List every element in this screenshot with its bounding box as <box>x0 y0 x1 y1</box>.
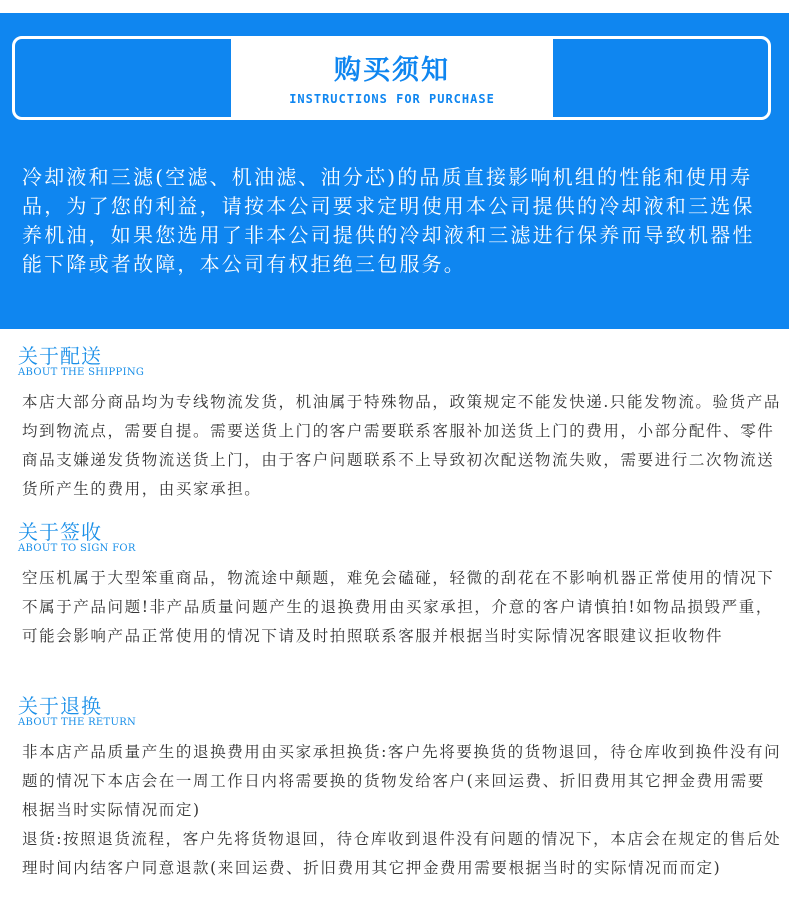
exchange-paragraph: 非本店产品质量产生的退换费用由买家承担换货:客户先将要换货的货物退回，待仓库收到换件没有问题的情况下本店会在一周工作日内将需要换的货物发给客户(来回运费、折旧费用其它押金费用需要根据当时实际情况而定) <box>22 743 782 819</box>
section-return <box>18 695 782 883</box>
section-subtitle: ABOUT TO SIGN FOR <box>18 543 136 554</box>
intro-notice: 冷却液和三滤(空滤、机油滤、油分芯)的品质直接影响机组的性能和使用寿品，为了您的利益，请按本公司要求定明使用本公司提供的冷却液和三选保养机油，如果您选用了非本公司提供的冷却液和三滤进行保养而导致机器性能下降或者故障，本公司有权拒绝三包服务。 <box>22 165 755 276</box>
refund-paragraph: 退货:按照退货流程，客户先将货物退回，待仓库收到退件没有问题的情况下，本店会在规定的售后处理时间内结客户同意退款(来回运费、折旧费用其它押金费用需要根据当时的实际情况而而定) <box>22 830 782 877</box>
section-body: 本店大部分商品均为专线物流发货，机油属于特殊物品，政策规定不能发快递.只能发物流。验货产品均到物流点，需要自提。需要送货上门的客户需要联系客服补加送货上门的费用，小部分配件、零件商品支嫌递发货物流送货上门，由于客户问题联系不上导致初次配送物流失败，需要进行二次物流送货所产生的费用，由买家承担。 <box>22 393 781 498</box>
section-title: 关于退换 <box>18 694 102 718</box>
section-body: 空压机属于大型笨重商品，物流途中颠题，难免会磕碰，轻微的刮花在不影响机器正常使用的情况下不属于产品问题!非产品质量问题产生的退换费用由买家承担，介意的客户请慎拍!如物品损毁严重，可能会影响产品正常使用的情况下请及时拍照联系客服并根据当时实际情况客眼建议拒收物件 <box>22 569 775 645</box>
page-title: 购买须知 <box>334 55 450 86</box>
section-body <box>22 738 782 883</box>
section-shipping <box>18 345 782 504</box>
section-sign-for <box>18 521 782 651</box>
title-box <box>231 39 553 119</box>
section-subtitle: ABOUT THE RETURN <box>18 717 137 728</box>
section-title: 关于签收 <box>18 520 102 544</box>
section-subtitle: ABOUT THE SHIPPING <box>18 367 145 378</box>
page-subtitle: INSTRUCTIONS FOR PURCHASE <box>289 92 495 106</box>
section-title: 关于配送 <box>18 344 102 368</box>
